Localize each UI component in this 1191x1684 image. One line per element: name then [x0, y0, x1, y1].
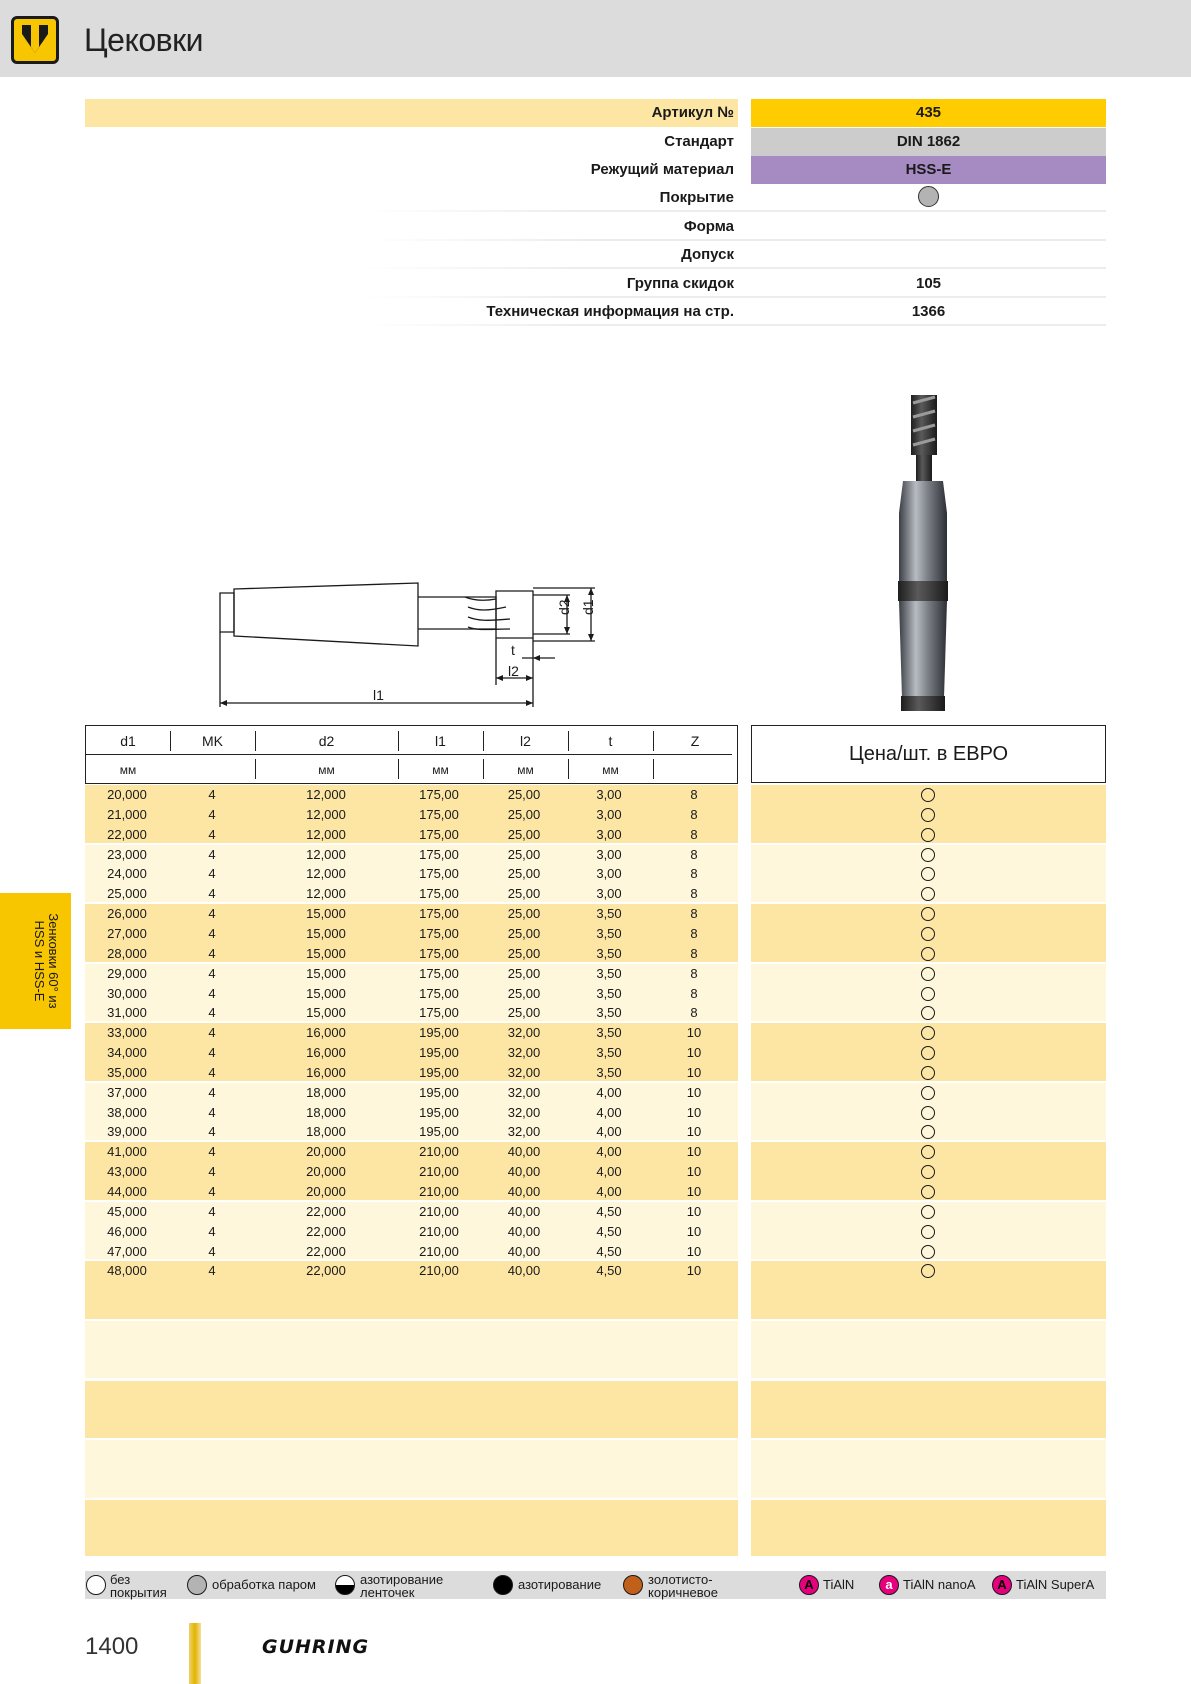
table-cell-l1: 175,00	[419, 906, 459, 922]
data-table-header	[85, 725, 738, 784]
spec-row-material	[85, 156, 1106, 184]
table-cell-d1: 21,000	[107, 806, 147, 822]
table-cell-d1: 47,000	[107, 1243, 147, 1259]
table-cell-l2: 25,00	[507, 826, 541, 842]
countersink-logo-icon	[11, 16, 59, 64]
tool-product-photo	[893, 393, 953, 713]
table-cell-d1: 24,000	[107, 866, 147, 882]
table-cell-mk: 4	[208, 1064, 216, 1080]
column-header-t: t	[608, 733, 613, 749]
section-side-tab[interactable]	[0, 893, 71, 1029]
table-cell-d2: 20,000	[306, 1144, 346, 1160]
table-cell-d1: 39,000	[107, 1124, 147, 1140]
table-cell-l1: 175,00	[419, 866, 459, 882]
stock-status-icon[interactable]	[921, 1066, 935, 1080]
spec-value	[751, 213, 1106, 241]
table-cell-mk: 4	[208, 806, 216, 822]
t-label: t	[511, 642, 515, 658]
table-cell-d2: 22,000	[306, 1223, 346, 1239]
table-cell-d2: 15,000	[306, 945, 346, 961]
table-cell-t: 3,50	[596, 985, 622, 1001]
unit-label: мм	[318, 763, 335, 777]
spec-label: Форма	[683, 218, 734, 235]
column-header-mk: MK	[202, 733, 223, 749]
legend-label: обработка паром	[212, 1577, 316, 1592]
price-band	[751, 1321, 1106, 1379]
page-title: Цековки	[84, 22, 203, 58]
table-cell-t: 3,50	[596, 1045, 622, 1061]
table-cell-l2: 40,00	[507, 1243, 541, 1259]
stock-status-icon[interactable]	[921, 1245, 935, 1259]
table-cell-t: 4,50	[596, 1243, 622, 1259]
unit-label: мм	[119, 763, 137, 777]
table-cell-d1: 35,000	[107, 1064, 147, 1080]
black-circle-icon	[493, 1575, 513, 1595]
row-band	[85, 1381, 738, 1439]
legend-label: TiAlN	[823, 1577, 855, 1592]
table-cell-mk: 4	[208, 1184, 216, 1199]
stock-status-icon[interactable]	[921, 788, 935, 802]
table-cell-z: 10	[686, 1084, 702, 1100]
table-cell-t: 3,50	[596, 1064, 622, 1080]
price-band	[751, 1381, 1106, 1439]
table-cell-z: 10	[686, 1064, 702, 1080]
table-cell-l2: 40,00	[507, 1164, 541, 1180]
table-cell-d1: 23,000	[107, 846, 147, 862]
table-cell-l1: 175,00	[419, 846, 459, 862]
table-cell-l1: 210,00	[419, 1164, 459, 1180]
table-cell-d1: 43,000	[107, 1164, 147, 1180]
spec-label: Техническая информация на стр.	[486, 303, 734, 320]
stock-status-icon[interactable]	[921, 967, 935, 981]
table-cell-z: 8	[690, 965, 698, 981]
table-cell-t: 3,50	[596, 1005, 622, 1021]
table-cell-t: 4,00	[596, 1124, 622, 1140]
stock-status-icon[interactable]	[921, 1205, 935, 1219]
table-cell-d1: 31,000	[107, 1005, 147, 1021]
half-circle-icon	[335, 1575, 355, 1595]
table-cell-d2: 16,000	[306, 1025, 346, 1041]
row-band	[85, 1321, 738, 1379]
table-cell-l2: 32,00	[507, 1084, 541, 1100]
spec-row-article	[85, 99, 1106, 127]
table-cell-l1: 210,00	[419, 1184, 459, 1199]
table-cell-d2: 18,000	[306, 1104, 346, 1120]
table-cell-l1: 175,00	[419, 787, 459, 802]
table-cell-z: 8	[690, 945, 698, 961]
spec-row-tech-info	[85, 298, 1106, 326]
table-cell-l2: 40,00	[507, 1203, 541, 1219]
l2-label: l2	[508, 663, 519, 679]
table-cell-t: 4,50	[596, 1263, 622, 1279]
table-cell-l2: 25,00	[507, 866, 541, 882]
table-cell-d1: 33,000	[107, 1025, 147, 1041]
spec-value	[751, 241, 1106, 269]
d1-label: d1	[580, 599, 596, 615]
table-cell-d2: 12,000	[306, 866, 346, 882]
table-cell-d2: 20,000	[306, 1164, 346, 1180]
table-cell-t: 4,50	[596, 1223, 622, 1239]
table-cell-mk: 4	[208, 1045, 216, 1061]
stock-status-icon[interactable]	[921, 987, 935, 1001]
table-cell-d2: 15,000	[306, 925, 346, 941]
table-cell-mk: 4	[208, 1263, 216, 1279]
column-header-d2: d2	[318, 733, 335, 749]
table-cell-mk: 4	[208, 846, 216, 862]
table-cell-d2: 15,000	[306, 906, 346, 922]
table-cell-l1: 175,00	[419, 826, 459, 842]
table-cell-d2: 12,000	[306, 826, 346, 842]
table-cell-l2: 25,00	[507, 806, 541, 822]
table-cell-t: 3,50	[596, 906, 622, 922]
spec-row-coating	[85, 184, 1106, 212]
table-cell-mk: 4	[208, 1223, 216, 1239]
table-cell-l2: 25,00	[507, 965, 541, 981]
unit-label: мм	[432, 763, 449, 777]
column-header-l1: l1	[435, 733, 446, 749]
table-cell-l1: 175,00	[419, 945, 459, 961]
table-cell-mk: 4	[208, 906, 216, 922]
table-cell-z: 8	[690, 826, 698, 842]
table-cell-d2: 16,000	[306, 1064, 346, 1080]
table-cell-d2: 12,000	[306, 846, 346, 862]
table-cell-l2: 25,00	[507, 1005, 541, 1021]
table-cell-l1: 175,00	[419, 886, 459, 902]
table-cell-t: 3,00	[596, 846, 622, 862]
legend-label: TiAlN SuperA	[1016, 1577, 1095, 1592]
table-cell-d1: 25,000	[107, 886, 147, 902]
table-cell-mk: 4	[208, 787, 216, 802]
table-cell-d2: 20,000	[306, 1184, 346, 1199]
table-cell-mk: 4	[208, 866, 216, 882]
brown-circle-icon	[623, 1575, 643, 1595]
unit-label: мм	[602, 763, 619, 777]
stock-status-icon[interactable]	[921, 1046, 935, 1060]
table-cell-d1: 41,000	[107, 1144, 147, 1160]
spec-value: 435	[751, 99, 1106, 127]
table-cell-d1: 46,000	[107, 1223, 147, 1239]
table-cell-mk: 4	[208, 1164, 216, 1180]
spec-row-form	[85, 213, 1106, 241]
row-band	[85, 1440, 738, 1498]
table-cell-d2: 12,000	[306, 787, 346, 802]
table-cell-t: 4,50	[596, 1203, 622, 1219]
table-cell-l1: 195,00	[419, 1124, 459, 1140]
steam-treated-coating-icon	[918, 186, 939, 207]
header-bar	[0, 0, 1191, 77]
steam-circle-icon	[187, 1575, 207, 1595]
table-cell-l1: 175,00	[419, 1005, 459, 1021]
stock-status-icon[interactable]	[921, 927, 935, 941]
table-cell-l2: 32,00	[507, 1025, 541, 1041]
column-header-d1: d1	[120, 733, 136, 749]
table-cell-z: 8	[690, 846, 698, 862]
table-cell-d2: 15,000	[306, 965, 346, 981]
table-cell-t: 3,50	[596, 945, 622, 961]
table-cell-mk: 4	[208, 945, 216, 961]
table-cell-t: 4,00	[596, 1164, 622, 1180]
table-cell-l2: 40,00	[507, 1144, 541, 1160]
table-cell-d1: 38,000	[107, 1104, 147, 1120]
table-cell-mk: 4	[208, 1025, 216, 1041]
table-cell-d1: 48,000	[107, 1263, 147, 1279]
stock-status-icon[interactable]	[921, 947, 935, 961]
table-cell-mk: 4	[208, 1144, 216, 1160]
table-cell-mk: 4	[208, 985, 216, 1001]
table-cell-z: 10	[686, 1263, 702, 1279]
row-band	[85, 1500, 738, 1556]
table-cell-z: 10	[686, 1104, 702, 1120]
table-cell-mk: 4	[208, 886, 216, 902]
spec-label: Группа скидок	[626, 275, 734, 292]
table-cell-mk: 4	[208, 1124, 216, 1140]
column-header-z: Z	[690, 733, 700, 749]
table-cell-z: 10	[686, 1184, 702, 1199]
table-cell-l2: 40,00	[507, 1223, 541, 1239]
table-cell-l2: 25,00	[507, 985, 541, 1001]
stock-status-icon[interactable]	[921, 1086, 935, 1100]
legend-label: TiAlN nanoA	[903, 1577, 976, 1592]
tool-technical-drawing	[210, 575, 610, 715]
spec-value: 1366	[911, 303, 946, 320]
table-cell-z: 8	[690, 886, 698, 902]
table-cell-mk: 4	[208, 965, 216, 981]
tialn-supera-icon: A	[992, 1575, 1012, 1595]
table-cell-t: 3,00	[596, 806, 622, 822]
table-cell-l2: 32,00	[507, 1124, 541, 1140]
table-cell-z: 8	[690, 925, 698, 941]
page-number: 1400	[85, 1633, 139, 1660]
footer-accent-bar	[189, 1623, 201, 1684]
table-cell-mk: 4	[208, 925, 216, 941]
table-cell-z: 8	[690, 1005, 698, 1021]
table-cell-z: 8	[690, 866, 698, 882]
table-cell-l2: 32,00	[507, 1045, 541, 1061]
table-cell-l1: 175,00	[419, 925, 459, 941]
table-cell-z: 8	[690, 806, 698, 822]
table-cell-l2: 32,00	[507, 1064, 541, 1080]
table-cell-d2: 15,000	[306, 985, 346, 1001]
table-cell-t: 4,00	[596, 1184, 622, 1199]
d2-label: d2	[556, 599, 572, 615]
stock-status-icon[interactable]	[921, 1225, 935, 1239]
section-side-tab-label: Зенковки 60° из HSS и HSS-E	[32, 913, 61, 1009]
table-cell-mk: 4	[208, 1203, 216, 1219]
table-cell-l2: 25,00	[507, 925, 541, 941]
stock-status-icon[interactable]	[921, 808, 935, 822]
l1-label: l1	[373, 687, 384, 703]
table-cell-d1: 27,000	[107, 925, 147, 941]
table-cell-d2: 18,000	[306, 1124, 346, 1140]
tialn-a-icon: A	[799, 1575, 819, 1595]
stock-status-icon[interactable]	[921, 1185, 935, 1199]
table-cell-l2: 25,00	[507, 787, 541, 802]
spec-value: 105	[915, 275, 942, 292]
table-cell-mk: 4	[208, 826, 216, 842]
spec-label: Стандарт	[664, 133, 734, 150]
spec-value	[751, 184, 1106, 212]
table-cell-z: 10	[686, 1124, 702, 1140]
table-cell-z: 10	[686, 1025, 702, 1041]
stock-status-icon[interactable]	[921, 828, 935, 842]
table-cell-z: 8	[690, 985, 698, 1001]
table-cell-t: 4,00	[596, 1144, 622, 1160]
legend-label: без покрытия	[110, 1572, 167, 1600]
table-cell-z: 8	[690, 906, 698, 922]
table-cell-z: 10	[686, 1243, 702, 1259]
table-cell-mk: 4	[208, 1243, 216, 1259]
table-cell-t: 3,50	[596, 925, 622, 941]
coating-legend	[85, 1571, 1106, 1599]
table-cell-z: 10	[686, 1203, 702, 1219]
table-cell-l2: 40,00	[507, 1263, 541, 1279]
table-cell-l2: 25,00	[507, 886, 541, 902]
spec-value: HSS-E	[751, 156, 1106, 184]
tialn-nanoa-icon: a	[879, 1575, 899, 1595]
table-cell-l1: 210,00	[419, 1263, 459, 1279]
table-cell-z: 10	[686, 1045, 702, 1061]
table-cell-mk: 4	[208, 1005, 216, 1021]
legend-label: азотирование ленточек	[360, 1572, 444, 1600]
spec-label: Режущий материал	[590, 161, 734, 178]
table-cell-l1: 210,00	[419, 1144, 459, 1160]
table-cell-t: 3,00	[596, 826, 622, 842]
table-cell-d2: 12,000	[306, 806, 346, 822]
table-cell-l1: 210,00	[419, 1203, 459, 1219]
table-cell-d2: 22,000	[306, 1203, 346, 1219]
table-cell-d1: 20,000	[107, 787, 147, 802]
table-cell-t: 3,50	[596, 965, 622, 981]
table-cell-d2: 18,000	[306, 1084, 346, 1100]
table-cell-z: 10	[686, 1144, 702, 1160]
spec-value: DIN 1862	[751, 128, 1106, 156]
spec-label: Покрытие	[659, 189, 734, 206]
table-cell-t: 3,00	[596, 886, 622, 902]
table-cell-d1: 26,000	[107, 906, 147, 922]
uncoated-circle-icon	[86, 1575, 106, 1595]
table-cell-d1: 28,000	[107, 945, 147, 961]
table-cell-mk: 4	[208, 1084, 216, 1100]
table-cell-d1: 44,000	[107, 1184, 147, 1199]
table-cell-d2: 22,000	[306, 1263, 346, 1279]
table-cell-d2: 16,000	[306, 1045, 346, 1061]
table-cell-d1: 30,000	[107, 985, 147, 1001]
table-cell-l1: 195,00	[419, 1104, 459, 1120]
column-header-l2: l2	[520, 733, 531, 749]
table-cell-t: 3,00	[596, 787, 622, 802]
table-cell-l1: 175,00	[419, 985, 459, 1001]
table-cell-l1: 195,00	[419, 1045, 459, 1061]
table-cell-l1: 175,00	[419, 965, 459, 981]
table-cell-t: 3,00	[596, 866, 622, 882]
table-cell-l2: 32,00	[507, 1104, 541, 1120]
spec-label: Допуск	[681, 246, 734, 263]
price-column-header: Цена/шт. в ЕВРО	[751, 725, 1106, 783]
table-cell-d1: 34,000	[107, 1045, 147, 1061]
table-cell-l1: 175,00	[419, 806, 459, 822]
table-cell-l1: 210,00	[419, 1223, 459, 1239]
table-cell-l2: 25,00	[507, 846, 541, 862]
table-cell-l2: 25,00	[507, 945, 541, 961]
spec-row-standard	[85, 128, 1106, 156]
legend-label: золотисто- коричневое	[648, 1572, 718, 1600]
table-cell-d1: 22,000	[107, 826, 147, 842]
table-cell-l2: 25,00	[507, 906, 541, 922]
table-cell-mk: 4	[208, 1104, 216, 1120]
table-cell-d2: 22,000	[306, 1243, 346, 1259]
table-cell-d2: 12,000	[306, 886, 346, 902]
legend-label: азотирование	[518, 1577, 602, 1592]
price-band	[751, 1440, 1106, 1498]
table-cell-z: 8	[690, 787, 698, 802]
table-cell-l2: 40,00	[507, 1184, 541, 1199]
stock-status-icon[interactable]	[921, 848, 935, 862]
table-cell-z: 10	[686, 1223, 702, 1239]
spec-label: Артикул №	[651, 104, 734, 121]
table-cell-z: 10	[686, 1164, 702, 1180]
table-cell-l1: 195,00	[419, 1064, 459, 1080]
table-cell-l1: 195,00	[419, 1025, 459, 1041]
table-cell-t: 4,00	[596, 1104, 622, 1120]
table-cell-d1: 45,000	[107, 1203, 147, 1219]
brand-logo: GUHRING	[262, 1636, 370, 1658]
table-cell-l1: 195,00	[419, 1084, 459, 1100]
spec-row-tolerance	[85, 241, 1106, 269]
stock-status-icon[interactable]	[921, 1106, 935, 1120]
table-cell-d1: 29,000	[107, 965, 147, 981]
spec-row-discount-group	[85, 270, 1106, 298]
table-cell-t: 4,00	[596, 1084, 622, 1100]
table-cell-t: 3,50	[596, 1025, 622, 1041]
table-cell-d1: 37,000	[107, 1084, 147, 1100]
price-band	[751, 1500, 1106, 1556]
unit-label: мм	[517, 763, 534, 777]
table-cell-l1: 210,00	[419, 1243, 459, 1259]
table-cell-d2: 15,000	[306, 1005, 346, 1021]
stock-status-icon[interactable]	[921, 907, 935, 921]
